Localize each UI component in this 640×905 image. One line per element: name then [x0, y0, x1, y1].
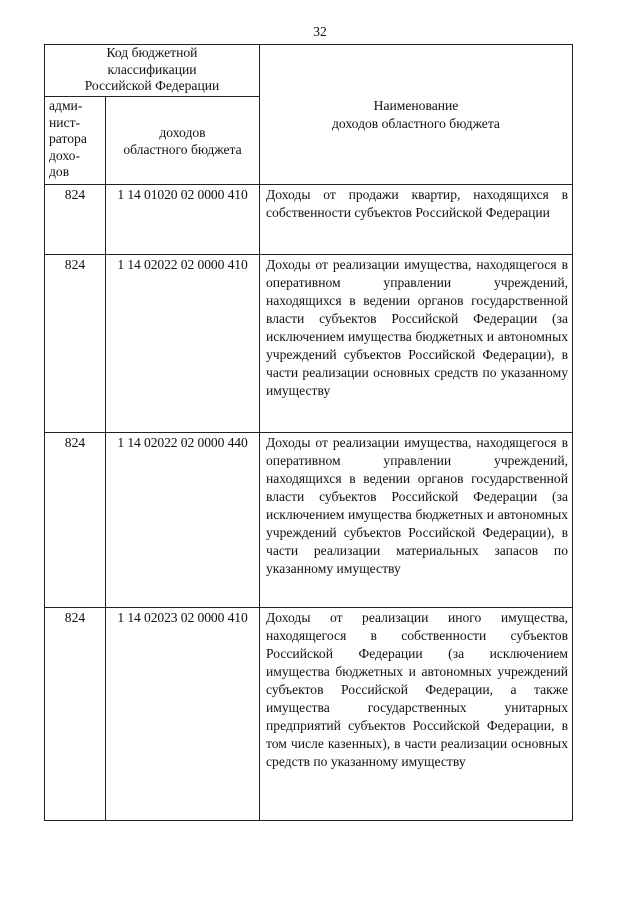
header-name [260, 45, 573, 185]
income-description-text: Доходы от реализации иного имущества, находящегося в собственности субъектов Российской Федерации (за исключением имущества бюджетных и автономных учреждений субъектов Российской Федерации, а также имущества государственных унитарных предприятий субъектов Российской Федерации, в том числе казенных), в части реализации основных средств по указанному имуществу [266, 610, 568, 769]
header-code-line: Код бюджетной [106, 45, 198, 60]
income-code: 1 14 01020 02 0000 410 [106, 185, 260, 255]
admin-code: 824 [45, 185, 106, 255]
header-name-line: Наименование [373, 97, 459, 113]
header-code-line: классификации [107, 61, 197, 77]
header-income-line: доходов [159, 124, 206, 140]
admin-code: 824 [45, 433, 106, 608]
table-row [45, 185, 573, 255]
table-row [45, 433, 573, 608]
income-description [260, 185, 573, 255]
income-code: 1 14 02022 02 0000 440 [106, 433, 260, 608]
income-description [260, 608, 573, 821]
header-income [106, 97, 260, 185]
table-row [45, 608, 573, 821]
header-row-top [45, 45, 573, 97]
income-description [260, 255, 573, 433]
header-admin-line: ратора [49, 131, 87, 146]
page-number: 32 [313, 24, 327, 39]
income-description-text: Доходы от реализации имущества, находящегося в оперативном управлении учреждений, находящихся в ведении органов государственной власти субъектов Российской Федерации (за исключением имущества бюджетных и автономных учреждений субъектов Российской Федерации), в части реализации материальных запасов по указанному имуществу [266, 435, 568, 576]
table-row [45, 255, 573, 433]
header-admin-line: дохо- [49, 147, 80, 163]
admin-code: 824 [45, 255, 106, 433]
header-code-line: Российской Федерации [84, 78, 220, 93]
admin-code: 824 [45, 608, 106, 821]
header-admin [45, 97, 106, 185]
header-code-group [45, 45, 260, 97]
header-name-line: доходов областного бюджета [332, 115, 500, 131]
header-admin-line: нист- [49, 114, 81, 130]
income-code: 1 14 02022 02 0000 410 [106, 255, 260, 433]
income-description-text: Доходы от продажи квартир, находящихся в собственности субъектов Российской Федерации [266, 187, 568, 220]
header-income-line: областного бюджета [123, 141, 242, 157]
budget-classification-table [44, 44, 573, 821]
income-description-text: Доходы от реализации имущества, находящегося в оперативном управлении учреждений, находящихся в ведении органов государственной власти субъектов Российской Федерации (за исключением имущества бюджетных и автономных учреждений субъектов Российской Федерации), в части реализации основных средств по указанному имуществу [266, 257, 568, 398]
header-admin-line: дов [49, 164, 70, 179]
income-description [260, 433, 573, 608]
income-code: 1 14 02023 02 0000 410 [106, 608, 260, 821]
header-admin-line: адми- [49, 98, 83, 113]
